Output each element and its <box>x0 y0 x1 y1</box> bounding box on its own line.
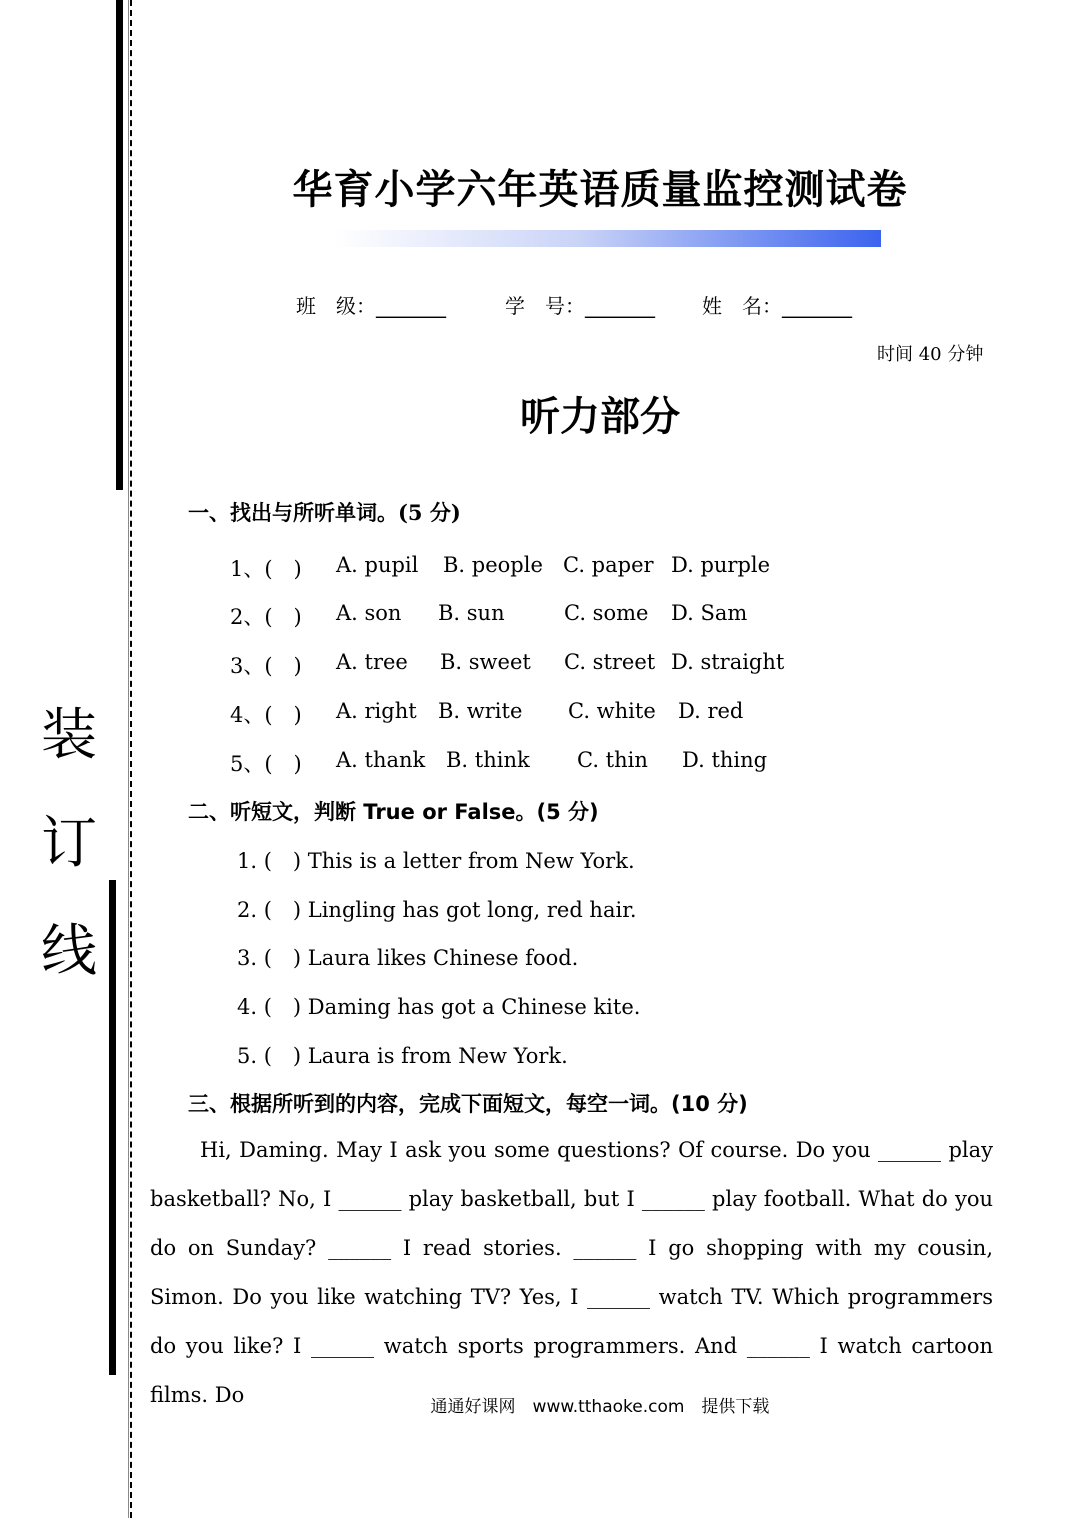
part2-item-3: 3. ( ) Laura likes Chinese food. <box>237 946 579 970</box>
part1-row-3-a: A. tree <box>336 650 408 674</box>
part1-row-3-b: B. sweet <box>440 650 531 674</box>
section-title: 听力部分 <box>520 394 680 440</box>
part2-item-1: 1. ( ) This is a letter from New York. <box>237 849 635 873</box>
part1-row-1-c: C. paper <box>563 553 654 577</box>
student-number-field: 学 号：_______ <box>505 294 655 318</box>
time-note: 时间 40 分钟 <box>877 344 984 365</box>
part1-row-3-num: 3、( ) <box>230 654 302 678</box>
part1-row-4-a: A. right <box>336 699 417 723</box>
title-underline-bar <box>335 230 881 247</box>
part1-row-4-c: C. white <box>568 699 656 723</box>
part1-row-5-num: 5、( ) <box>230 752 302 776</box>
part1-row-2-c: C. some <box>564 601 649 625</box>
part1-row-2-a: A. son <box>336 601 402 625</box>
part1-row-4-num: 4、( ) <box>230 703 302 727</box>
part1-row-1-num: 1、( ) <box>230 557 302 581</box>
part1-row-1-b: B. people <box>443 553 543 577</box>
binding-char-zhuang: 装 <box>41 703 97 768</box>
part1-row-2-d: D. Sam <box>671 601 748 625</box>
part2-item-2: 2. ( ) Lingling has got long, red hair. <box>237 898 637 922</box>
part2-heading: 二、听短文，判断 True or False。(5 分) <box>188 800 599 824</box>
part1-row-2-b: B. sun <box>438 601 505 625</box>
class-field: 班 级：_______ <box>296 294 446 318</box>
part1-row-1-d: D. purple <box>671 553 771 577</box>
part1-heading <box>188 497 461 527</box>
binding-bar-bottom <box>109 880 116 1375</box>
part1-row-3-c: C. street <box>564 650 656 674</box>
part1-row-4-b: B. write <box>438 699 523 723</box>
part2-item-4: 4. ( ) Daming has got a Chinese kite. <box>237 995 641 1019</box>
binding-thin-line <box>128 0 129 1518</box>
part1-row-4-d: D. red <box>678 699 744 723</box>
part1-row-5-c: C. thin <box>577 748 648 772</box>
binding-char-ding: 订 <box>41 811 97 876</box>
part1-row-5-b: B. think <box>446 748 530 772</box>
part1-row-2-num: 2、( ) <box>230 605 302 629</box>
page-title: 华育小学六年英语质量监控测试卷 <box>292 167 908 213</box>
part3-heading: 三、根据所听到的内容，完成下面短文，每空一词。(10 分) <box>188 1092 748 1116</box>
part2-item-5: 5. ( ) Laura is from New York. <box>237 1044 568 1068</box>
footer-text: 通通好课网 www.tthaoke.com 提供下载 <box>430 1397 770 1417</box>
binding-dashed-line <box>130 0 132 1518</box>
part1-row-5-d: D. thing <box>682 748 768 772</box>
binding-char-xian: 线 <box>41 919 97 984</box>
part1-heading-text: 一、找出与所听单词。 <box>188 501 398 525</box>
binding-bar-top <box>116 0 123 490</box>
part1-heading-score: (5 分) <box>398 500 461 525</box>
part3-paragraph: Hi, Daming. May I ask you some questions? Of course. Do you ______ play basketball? No, I ______ play basketball, but I ______ play football. What do you do on Sunday? ______ I read stories. ______ I go shopping with my cousin, Simon. Do you like watching TV? Yes, I ______ watch TV. Which programmers do you like? I ______ watch sports programmers. And ______ I watch cartoon films. Do <box>150 1138 993 1407</box>
part1-row-3-d: D. straight <box>671 650 785 674</box>
part1-row-5-a: A. thank <box>336 748 426 772</box>
name-field: 姓 名：_______ <box>702 294 852 318</box>
part1-row-1-a: A. pupil <box>336 553 419 577</box>
